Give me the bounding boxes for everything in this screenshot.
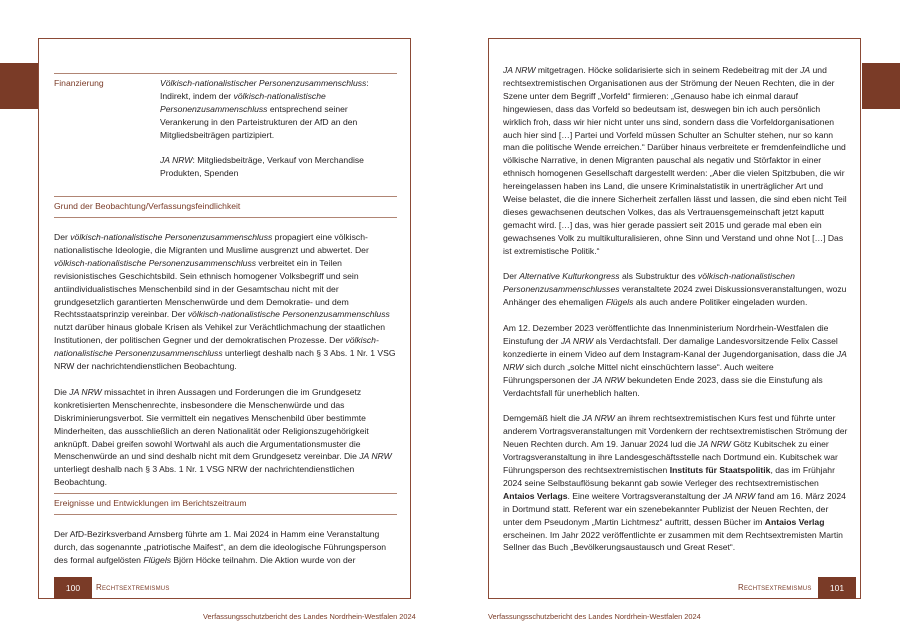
footer-right: Verfassungsschutzbericht des Landes Nordrhein-Westfalen 2024 xyxy=(488,612,701,621)
running-head-right: Rechtsextremismus xyxy=(738,583,812,592)
financing-label: Finanzierung xyxy=(54,78,104,88)
right-page xyxy=(488,38,861,599)
right-page-content xyxy=(503,64,848,554)
right-paragraph-3: Am 12. Dezember 2023 veröffentlichte das Innenministerium Nordrhein-Westfalen die Einstufung der JA NRW als Verdachtsfall. Der damalige Landesvorsitzende Felix Cassel konzedierte in einem Video auf dem Instagram-Kanal der Jugendorganisation, dass die JA NRW sich durch „solche Mittel nicht einschüchtern lasse“. Auch weitere Führungspersonen der JA NRW bekundeten Ende 2023, dass sie die Einstufung als Verdachtsfall für unerheblich halten. xyxy=(503,323,847,398)
right-paragraph-4: Demgemäß hielt die JA NRW an ihrem rechtsextremistischen Kurs fest und führte unter anderem Vortragsveranstaltungen mit Vordenkern der rechtsextremistischen Strömung der Neuen Rechten durch. Am 19. Januar 2024 lud die JA NRW Götz Kubitschek zu einer Vortragsveranstaltung in ihre Landesgeschäftsstelle nach Dortmund ein. Kubitschek war Führungsperson des rechtsextremistischen Instituts für Staatspolitik, das im Frühjahr 2024 seine Selbstauflösung bekannt gab sowie Verleger des rechtsextremistischen Antaios Verlags. Eine weitere Vortragsveranstaltung der JA NRW fand am 16. März 2024 in Dortmund statt. Referent war ein szenebekannter Publizist der Neuen Rechten, der unter dem Pseudonym „Martin Lichtmesz“ auftritt, dessen Bücher im Antaios Verlag erscheinen. Im Jahr 2022 veröffentlichte er zusammen mit dem Rechtsextremisten Martin Sellner das Buch „Bevölkerungsaustausch und Great Reset“. xyxy=(503,413,848,553)
running-head-left: Rechtsextremismus xyxy=(96,583,170,592)
left-edge-tab xyxy=(0,63,38,109)
observation-paragraph-1: Der völkisch-nationalistische Personenzusammenschluss propagiert eine völkisch-nationalistische Ideologie, die Migranten und Muslime ausgrenzt und abwertet. Der völkisch-nationalistische Personenzusammenschluss verbreitet ein in Teilen revisionistisches Geschichtsbild. Sein ethnisch homogener Volksbegriff und sein antiindividualistisches Menschenbild sind in der Gesamtschau nicht mit der grundgesetzlich garantierten Menschenwürde und dem Demokratie- und dem Rechtsstaatsprinzip vereinbar. Der völkisch-nationalistische Personenzusammenschluss nutzt darüber hinaus globale Krisen als Vehikel zur Verächtlichmachung der staatlichen Institutionen, der politischen Gegner und der demokratischen Prozesse. Der völkisch-nationalistische Personenzusammenschluss unterliegt deshalb nach § 3 Abs. 1 Nr. 1 VSG NRW der nachrichtendienstlichen Beobachtung. xyxy=(54,232,396,372)
section-heading-events: Ereignisse und Entwicklungen im Berichtszeitraum xyxy=(54,494,397,515)
right-paragraph-1: JA NRW mitgetragen. Höcke solidarisierte sich in seinem Redebeitrag mit der JA und rechtsextremistischen Organisationen aus der Strömung der Neuen Rechten, die in der Szene unter dem Begriff „Vorfeld“ firmieren: „Genauso habe ich einmal darauf hingewiesen, dass das Vorfeld so bedeutsam ist, deswegen bin ich auch persönlich wirklich froh, dass wir hier nicht unter uns sind, sondern dass die Vorfeldorganisationen auch hier sind […] Partei und Vorfeld müssen Schulter an Schulter stehen, nur so kann man die politische Wende erreichen.“ Darüber hinaus verbreitete er fremdenfeindliche und völkische Narrative, in denen Migranten pauschal als negativ und Störfaktor in einer ethnisch homogenen Gesellschaft dargestellt werden: „Aber die vielen Spitzbuben, die wir hereingelassen haben ins Land, die unsere Kriminalstatistik in unerträglicher Art und Weise belastet, die die innere Sicherheit zerfallen lässt und lassen, die sind eben nicht Teil dieses gewachsenen deutschen Volkes, das als Vertrauensgemeinschaft jetzt kaputt gemacht wird. […] das, was hier gerade passiert seit 2015 und gerade mal eben ein gewachsenes Volk zu multikulturalisieren, ohne Sinn und Verstand und ohne Not […] Das ist extremistische Politik.“ xyxy=(503,65,847,256)
financing-paragraph-1: Völkisch-nationalistischer Personenzusammenschluss: Indirekt, indem der völkisch-nationalistische Personenzusammenschluss entsprechend seiner Verankerung in den Parteistrukturen der AfD an den Mitgliedsbeiträgen partizipiert. xyxy=(160,78,369,140)
financing-paragraph-2: JA NRW: Mitgliedsbeiträge, Verkauf von Merchandise Produkten, Spenden xyxy=(160,155,364,179)
section-heading-observation: Grund der Beobachtung/Verfassungsfeindlichkeit xyxy=(54,196,397,218)
page-number-left: 100 xyxy=(54,577,92,599)
events-paragraph-1: Der AfD-Bezirksverband Arnsberg führte am 1. Mai 2024 in Hamm eine Veranstaltung durch, das sogenannte „patriotische Maifest“, an dem die ideologische Führungsperson des formal aufgelösten Flügels Björn Höcke teilnahm. Die Aktion wurde von der xyxy=(54,528,387,565)
financing-row xyxy=(54,74,397,180)
right-paragraph-2: Der Alternative Kulturkongress als Substruktur des völkisch-nationalistischen Personenzusammenschlusses veranstaltete 2024 zwei Diskussionsveranstaltungen, wozu Anhänger des ehemaligen Flügels als auch andere Politiker eingeladen wurden. xyxy=(503,271,847,308)
left-page xyxy=(38,38,411,599)
left-page-content xyxy=(54,73,397,567)
financing-body xyxy=(160,77,397,180)
right-edge-tab xyxy=(862,63,900,109)
page-number-right: 101 xyxy=(818,577,856,599)
footer-left: Verfassungsschutzbericht des Landes Nordrhein-Westfalen 2024 xyxy=(203,612,416,621)
observation-paragraph-2: Die JA NRW missachtet in ihren Aussagen und Forderungen die im Grundgesetz konkretisierten Menschenrechte, insbesondere die Menschenwürde und das Diskriminierungsverbot. Sie vermittelt ein negatives Menschenbild über bestimmte Minderheiten, das ausschließlich an deren Nationalität oder Religionszugehörigkeit anknüpft. Dabei greifen sowohl Wortwahl als auch die Argumentationsmuster die Menschenwürde an und sind deshalb nicht mit dem Grundgesetz vereinbar. Die JA NRW unterliegt deshalb nach § 3 Abs. 1 Nr. 1 VSG NRW der nachrichtendienstlichen Beobachtung. xyxy=(54,386,392,488)
